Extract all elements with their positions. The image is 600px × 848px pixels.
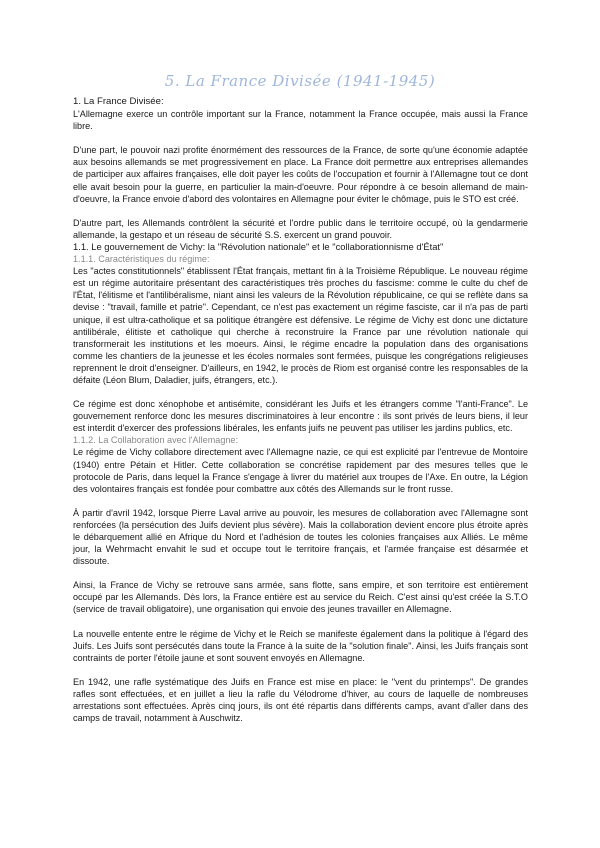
paragraph-regime: Les "actes constitutionnels" établissent l'État français, mettant fin à la Troisième République. Le nouveau régime est un régime autoritaire présentant des caractéristiques très proches du fascisme: comme le culte du chef de l'État, l'élitisme et l'antilibéralisme, niant ainsi les valeurs de la Révolution républicaine, ce qui se reflète dans sa devise : "travail, famille et patrie". Cependant, ce n'est pas exactement un régime fasciste, car il n'a pas de parti unique, il est ultra-catholique et sa politique étrangère est défensive. Le régime de Vichy est donc une dictature antilibérale, élitiste et catholique qui cherche à reconstruire la France par une révolution nationale qui transformerait les institutions et les moeurs. Ainsi, le régime encadre la population dans des organisations comme les chantiers de la jeunesse et les écoles normales sont fermées, puisque les congrégations religieuses reprennent le droit d'enseigner. D'ailleurs, en 1942, le procès de Riom est organisé contre les responsables de la défaite (Léon Blum, Daladier, juifs, étrangers, etc.). — [73, 266, 528, 385]
section-heading-1-1: 1.1. Le gouvernement de Vichy: la "Révolution nationale" et le "collaborationnisme d'État" — [73, 240, 444, 252]
paragraph-security: D'autre part, les Allemands contrôlent la sécurité et l'ordre public dans le territoire occupé, où la gendarmerie allemande, la gestapo et un réseau de sécurité S.S. exercent un grand pouvoir. — [73, 217, 528, 240]
paragraph-intro: L'Allemagne exerce un contrôle important sur la France, notamment la France occupée, mais aussi la France libre. — [73, 109, 528, 132]
document-body — [73, 96, 528, 724]
paragraph-rafle: En 1942, une rafle systématique des Juifs en France est mise en place: le "vent du printemps". De grandes rafles sont effectuées, et en juillet a lieu la rafle du Vélodrome d'hiver, au cours de laquelle de nombreuses arrestations sont effectuées. Après cinq jours, ils ont été répartis dans différents camps, avant d'aller dans des camps de travail, notamment à Auschwitz. — [73, 676, 528, 724]
spacer — [73, 567, 528, 579]
paragraph-economy: D'une part, le pouvoir nazi profite énormément des ressources de la France, de sorte qu'une économie adaptée aux besoins allemands se met progressivement en place. La France doit permettre aux entreprises allemandes de participer aux affaires françaises, elle doit payer les coûts de l'occupation et fournir à l'Allemagne tout ce dont elle avait besoin pour la guerre, en particulier la main-d'oeuvre. Pour répondre à ce besoin allemand de main-d'oeuvre, la France envoie d'abord des volontaires en Allemagne pour éviter le chômage, puis le STO est créé. — [73, 145, 528, 204]
paragraph-collaboration: Le régime de Vichy collabore directement avec l'Allemagne nazie, ce qui est explicité par l'entrevue de Montoire (1940) entre Pétain et Hitler. Cette collaboration se concrétise rapidement par des mesures telles que le protocole de Paris, dans lequel la France s'engage à livrer du matériel aux troupes de l'Axe. En outre, la Légion des volontaires français est fondée pour combattre aux côtés des Allemands sur le front russe. — [73, 447, 528, 494]
section-heading-1-1-2: 1.1.2. La Collaboration avec l'Allemagne: — [73, 435, 239, 446]
spacer — [73, 616, 528, 628]
section-heading-1-1-1: 1.1.1. Caractéristiques du régime: — [73, 254, 210, 265]
paragraph-laval: À partir d'avril 1942, lorsque Pierre Laval arrive au pouvoir, les mesures de collaboration avec l'Allemagne sont renforcées (la persécution des Juifs devient plus sévère). Mais la collaboration devient encore plus étroite après le débarquement allié en Afrique du Nord et l'adhésion de toutes les colonies françaises aux Alliés. Le même jour, la Wehrmacht envahit le sud et occupe tout le territoire français, et l'armée française est désarmée et dissoute. — [73, 507, 528, 567]
paragraph-persecution: La nouvelle entente entre le régime de Vichy et le Reich se manifeste également dans la politique à l'égard des Juifs. Les Juifs sont persécutés dans toute la France à la suite de la "solution finale". Ainsi, les Juifs français sont contraints de porter l'étoile jaune et sont souvent envoyés en Allemagne. — [73, 628, 528, 663]
spacer — [73, 386, 528, 398]
spacer — [73, 664, 528, 676]
spacer — [73, 495, 528, 507]
document-title: 5. La France Divisée (1941-1945) — [164, 72, 436, 90]
section-heading-1: 1. La France Divisée: — [73, 96, 164, 107]
spacer — [73, 132, 528, 144]
paragraph-occupation: Ainsi, la France de Vichy se retrouve sans armée, sans flotte, sans empire, et son territoire est entièrement occupé par les Allemands. Dès lors, la France entière est au service du Reich. C'est ainsi qu'est créée la S.T.O (service de travail obligatoire), une organisation qui envoie des jeunes travailler en Allemagne. — [73, 580, 528, 615]
paragraph-xenophobia: Ce régime est donc xénophobe et antisémite, considérant les Juifs et les étrangers comme "l'anti-France". Le gouvernement renforce donc les mesures discriminatoires à leur encontre : ils sont privés de leurs biens, il leur est interdit d'exercer des professions libérales, les enfants juifs ne peuvent pas utiliser les jardins publics, etc. — [73, 399, 528, 434]
spacer — [73, 205, 528, 217]
